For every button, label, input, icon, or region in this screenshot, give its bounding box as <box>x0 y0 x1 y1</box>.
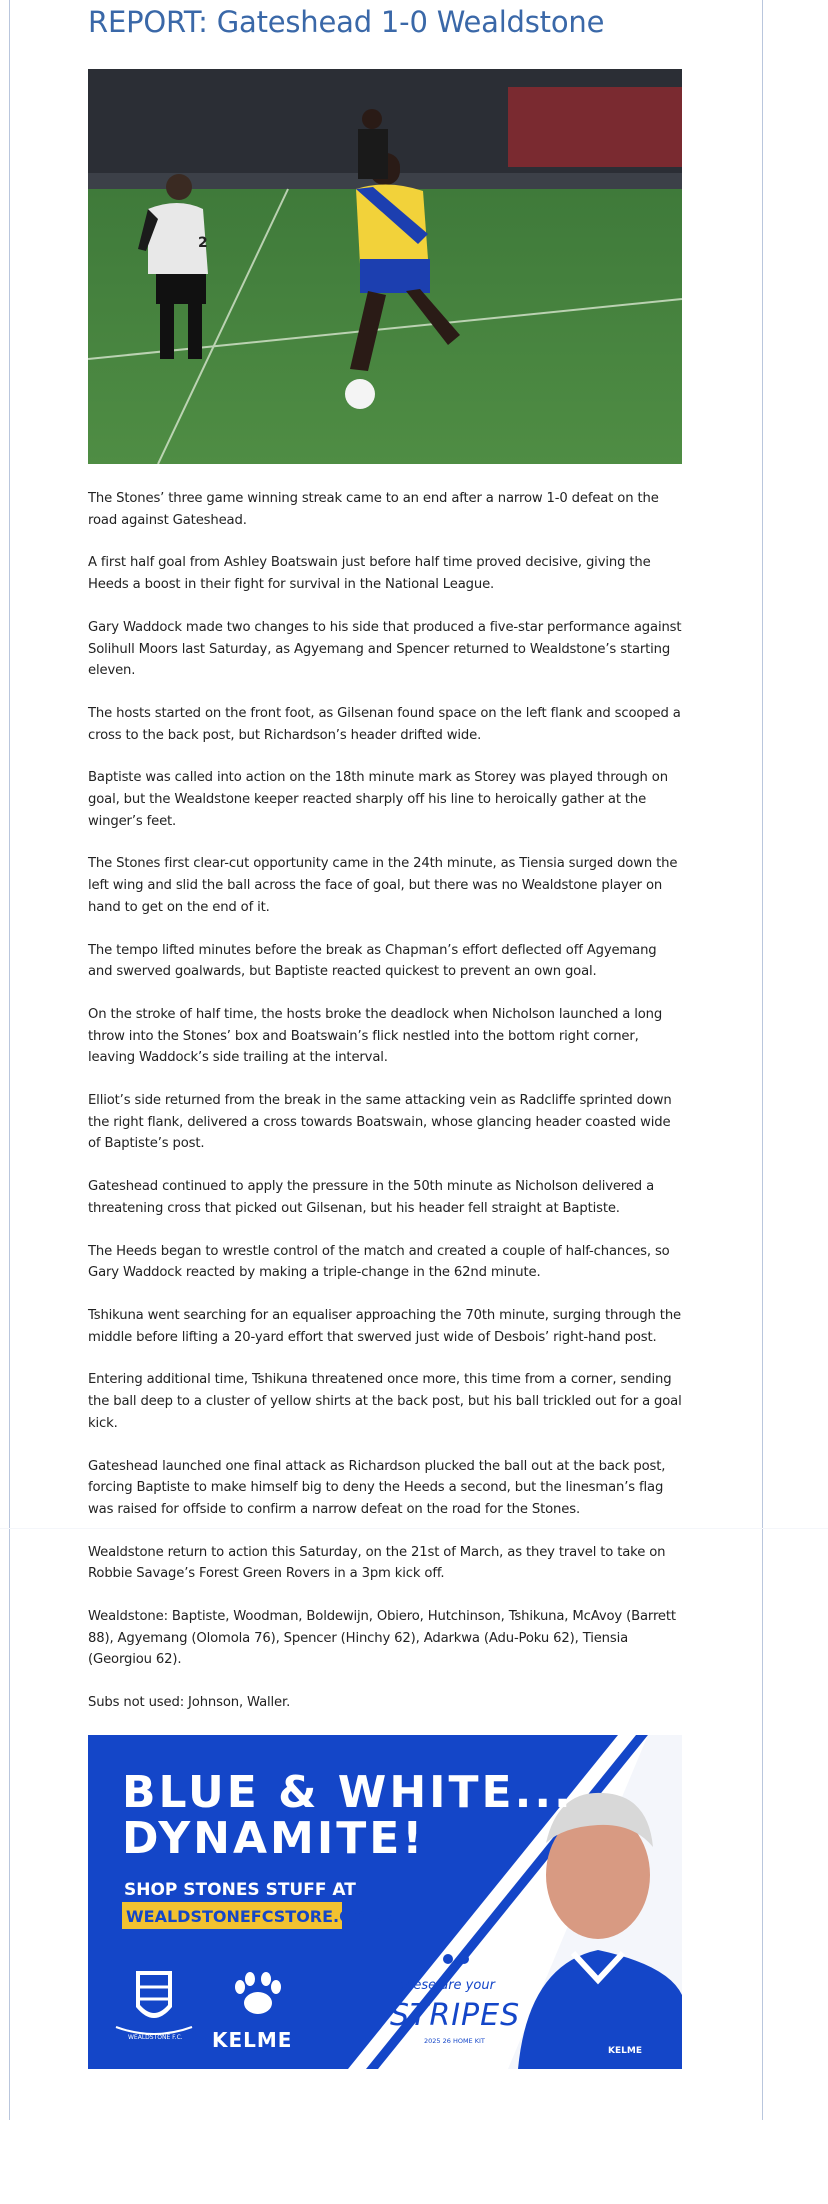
banner-kit-brand: KELME <box>212 2027 293 2052</box>
article-paragraph: A first half goal from Ashley Boatswain just before half time proved decisive, giving the Heeds a boost in their fight for survival in the National League. <box>88 555 651 593</box>
article-body <box>88 488 682 1714</box>
photo-stand-seats <box>508 87 682 167</box>
article-paragraph: Baptiste was called into action on the 18th minute mark as Storey was played through on goal, but the Wealdstone keeper reacted sharply off his line to heroically gather at the winger’s feet. <box>88 770 668 829</box>
article-title: REPORT: Gateshead 1-0 Wealdstone <box>88 5 605 39</box>
article-paragraph: The tempo lifted minutes before the break as Chapman’s effort deflected off Agyemang and swerved goalwards, but Baptiste reacted quickest to prevent an own goal. <box>88 942 657 980</box>
banner-season: 2025 26 HOME KIT <box>424 2036 485 2045</box>
article-paragraph: Elliot’s side returned from the break in the same attacking vein as Radcliffe sprinted down the right flank, delivered a cross towards Boatswain, whose glancing header coasted wide of Baptiste’s post. <box>88 1093 672 1152</box>
article <box>88 0 682 2069</box>
article-paragraph: Gateshead continued to apply the pressure in the 50th minute as Nicholson delivered a threatening cross that picked out Gilsenan, but his header fell straight at Baptiste. <box>88 1179 654 1216</box>
article-paragraph: The Stones’ three game winning streak came to an end after a narrow 1-0 defeat on the road against Gateshead. <box>88 491 659 528</box>
club-badge-text: WEALDSTONE F.C. <box>128 2033 183 2041</box>
match-photo <box>88 69 682 464</box>
banner-shop-url[interactable]: WEALDSTONEFCSTORE.CO.UK <box>126 1906 396 1926</box>
banner-shop-label: SHOP STONES STUFF AT <box>124 1879 356 1900</box>
banner-stripes: STRIPES <box>390 1997 521 2033</box>
subs-paragraph: Subs not used: Johnson, Waller. <box>88 1695 291 1711</box>
banner-tagline: these are your <box>400 1977 495 1993</box>
article-paragraph: The hosts started on the front foot, as Gilsenan found space on the left flank and scooped a cross to the back post, but Richardson’s header drifted wide. <box>88 705 681 743</box>
article-paragraph: The Heeds began to wrestle control of the match and created a couple of half-chances, so Gary Waddock reacted by making a triple-change in the 62nd minute. <box>88 1243 670 1281</box>
article-paragraph: On the stroke of half time, the hosts broke the deadlock when Nicholson launched a long throw into the Stones’ box and Boatswain’s flick nestled into the bottom right corner, leaving Waddock’s side trailing at the interval. <box>88 1006 663 1066</box>
article-paragraph: Tshikuna went searching for an equaliser approaching the 70th minute, surging through the middle before lifting a 20-yard effort that swerved just wide of Desbois’ right-hand post. <box>88 1307 682 1345</box>
banner-headline-line1: BLUE & WHITE... <box>122 1766 574 1818</box>
page-frame-left <box>9 0 10 2120</box>
article-paragraph: The Stones first clear-cut opportunity came in the 24th minute, as Tiensia surged down the left wing and slid the ball across the face of goal, but there was no Wealdstone player on hand to get on the end of it. <box>88 856 678 915</box>
banner-shirt-brand: KELME <box>608 2045 642 2056</box>
page-frame-right <box>762 0 763 2120</box>
article-paragraph: Gateshead launched one final attack as Richardson plucked the ball out at the back post, forcing Baptiste to make himself big to deny the Heeds a second, but the linesman’s flag was raised for offside to confirm a narrow defeat on the road for the Stones. <box>88 1458 666 1517</box>
lineup-paragraph: Wealdstone: Baptiste, Woodman, Boldewijn, Obiero, Hutchinson, Tshikuna, McAvoy (Barrett 88), Agyemang (Olomola 76), Spencer (Hinchy 62), Adarkwa (Adu-Poku 62), Tiensia (Georgiou 62). <box>88 1609 676 1668</box>
article-paragraph: Wealdstone return to action this Saturday, on the 21st of March, as they travel to take on Robbie Savage’s Forest Green Rovers in a 3pm kick off. <box>88 1544 666 1582</box>
store-promo-banner[interactable] <box>88 1735 682 2069</box>
banner-headline-line2: DYNAMITE! <box>122 1812 426 1864</box>
article-paragraph: Gary Waddock made two changes to his side that produced a five-star performance against Solihull Moors last Saturday, as Agyemang and Spencer returned to Wealdstone’s starting eleven. <box>88 619 682 679</box>
article-paragraph: Entering additional time, Tshikuna threatened once more, this time from a corner, sending the ball deep to a cluster of yellow shirts at the back post, but his ball trickled out for a goal kick. <box>88 1372 682 1431</box>
photo-player-number: 2 <box>198 235 208 251</box>
